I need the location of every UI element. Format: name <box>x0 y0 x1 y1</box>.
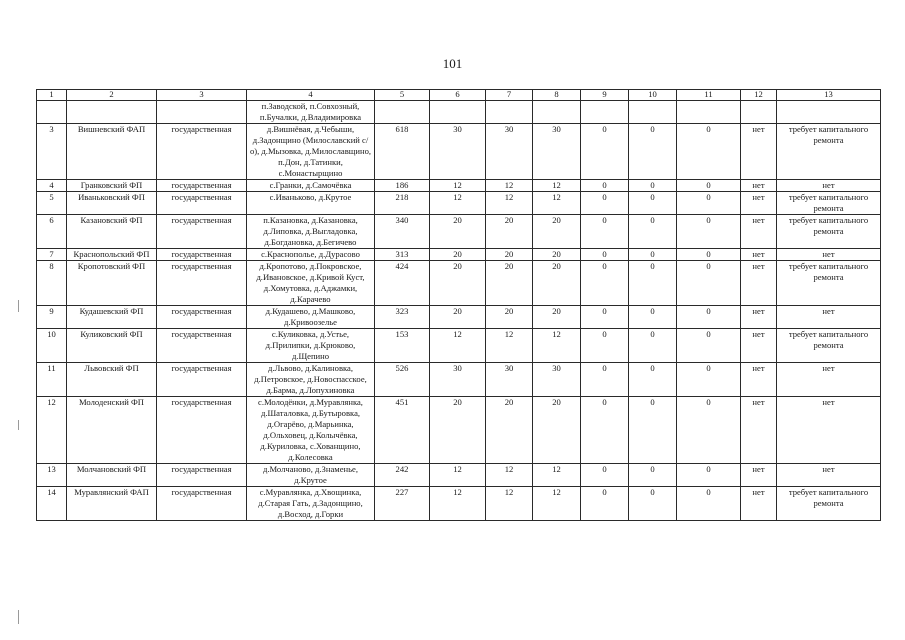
column-number-row <box>37 90 881 101</box>
table-cell-c7: 20 <box>486 215 533 249</box>
table-cell-c9: 0 <box>581 329 629 363</box>
table-cell-c4: д.Кудашево, д.Машково, д.Кривоозелье <box>247 306 375 329</box>
table-cell-c10: 0 <box>629 397 677 464</box>
table-cell-c12: нет <box>741 180 777 192</box>
table-cell-c7: 30 <box>486 124 533 180</box>
table-cell-c2: Кудашевский ФП <box>67 306 157 329</box>
table-row <box>37 397 881 464</box>
table-cell-c2: Краснопольский ФП <box>67 249 157 261</box>
table-cell-c13: нет <box>777 249 881 261</box>
table-cell-c3: государственная <box>157 464 247 487</box>
table-cell-c1: 7 <box>37 249 67 261</box>
table-cell-c13: нет <box>777 363 881 397</box>
table-cell-c4: д.Львово, д.Калиновка, д.Петровское, д.Новоспасское, д.Барма, д.Лопухиновка <box>247 363 375 397</box>
column-header: 2 <box>67 90 157 101</box>
table-cell-c4: д.Кропотово, д.Покровское, д.Ивановское, д.Кривой Куст, д.Хомутовка, д.Аджамки, д.Карачево <box>247 261 375 306</box>
table-cell-c12: нет <box>741 464 777 487</box>
column-header: 9 <box>581 90 629 101</box>
table-cell-c11: 0 <box>677 487 741 521</box>
table-cell-c3: государственная <box>157 329 247 363</box>
table-cell-c12: нет <box>741 215 777 249</box>
table-cell-c1: 12 <box>37 397 67 464</box>
table-row <box>37 329 881 363</box>
table-cell-c3: государственная <box>157 306 247 329</box>
table-cell-c6: 12 <box>430 180 486 192</box>
table-cell-c7: 12 <box>486 180 533 192</box>
table-cell-c11: 0 <box>677 397 741 464</box>
table-cell-c1: 11 <box>37 363 67 397</box>
table-cell-c13: требует капитального ремонта <box>777 124 881 180</box>
table-cell-c1: 14 <box>37 487 67 521</box>
table-cell-c1: 3 <box>37 124 67 180</box>
table-cell-c10: 0 <box>629 180 677 192</box>
table-cell-c10: 0 <box>629 249 677 261</box>
scan-margin-mark <box>18 610 19 624</box>
table-cell-c9: 0 <box>581 180 629 192</box>
table-cell-c7: 12 <box>486 192 533 215</box>
table-cell-c7: 30 <box>486 363 533 397</box>
table-cell-c10: 0 <box>629 261 677 306</box>
table-cell-c7 <box>486 101 533 124</box>
scan-margin-mark <box>18 300 19 312</box>
column-header: 11 <box>677 90 741 101</box>
table-cell-c3 <box>157 101 247 124</box>
table-cell-c9: 0 <box>581 261 629 306</box>
table-cell-c10: 0 <box>629 363 677 397</box>
table-cell-c2: Молоденский ФП <box>67 397 157 464</box>
table-cell-c5: 424 <box>375 261 430 306</box>
table-cell-c13: требует капитального ремонта <box>777 487 881 521</box>
table-cell-c5: 227 <box>375 487 430 521</box>
table-cell-c9: 0 <box>581 215 629 249</box>
table-cell-c5: 323 <box>375 306 430 329</box>
table-cell-c4: с.Муравлянка, д.Хвощинка, д.Старая Гать, д.Задонщино, д.Восход, д.Горки <box>247 487 375 521</box>
table-cell-c6 <box>430 101 486 124</box>
table-cell-c10: 0 <box>629 464 677 487</box>
table-body <box>37 101 881 521</box>
column-header: 10 <box>629 90 677 101</box>
table-cell-c1: 10 <box>37 329 67 363</box>
table-cell-c11 <box>677 101 741 124</box>
table-cell-c12: нет <box>741 192 777 215</box>
table-cell-c12: нет <box>741 487 777 521</box>
table-cell-c5: 618 <box>375 124 430 180</box>
table-cell-c2: Львовский ФП <box>67 363 157 397</box>
table-cell-c2: Кропотовский ФП <box>67 261 157 306</box>
column-header: 6 <box>430 90 486 101</box>
table-cell-c2: Куликовский ФП <box>67 329 157 363</box>
table-cell-c11: 0 <box>677 306 741 329</box>
table-cell-c2: Муравлянский ФАП <box>67 487 157 521</box>
table-cell-c3: государственная <box>157 261 247 306</box>
table-row <box>37 192 881 215</box>
table-cell-c3: государственная <box>157 124 247 180</box>
table-cell-c1 <box>37 101 67 124</box>
table-cell-c2: Иваньковский ФП <box>67 192 157 215</box>
table-cell-c8: 30 <box>533 124 581 180</box>
column-header: 5 <box>375 90 430 101</box>
table-cell-c9: 0 <box>581 306 629 329</box>
table-cell-c12: нет <box>741 329 777 363</box>
table-cell-c6: 12 <box>430 329 486 363</box>
table-cell-c4: п.Казановка, д.Казановка, д.Липовка, д.Выгладовка, д.Богдановка, д.Бегичево <box>247 215 375 249</box>
table-cell-c10: 0 <box>629 192 677 215</box>
table-cell-c8: 12 <box>533 192 581 215</box>
table-cell-c5: 218 <box>375 192 430 215</box>
table-row <box>37 261 881 306</box>
table-cell-c12: нет <box>741 249 777 261</box>
table-cell-c3: государственная <box>157 363 247 397</box>
table-cell-c10: 0 <box>629 124 677 180</box>
table-cell-c7: 20 <box>486 261 533 306</box>
table-cell-c11: 0 <box>677 464 741 487</box>
table-cell-c11: 0 <box>677 329 741 363</box>
table-cell-c8 <box>533 101 581 124</box>
table-cell-c11: 0 <box>677 124 741 180</box>
table-cell-c13: нет <box>777 180 881 192</box>
table-cell-c6: 12 <box>430 464 486 487</box>
table-cell-c9: 0 <box>581 192 629 215</box>
table-cell-c2: Молчановский ФП <box>67 464 157 487</box>
table-cell-c8: 20 <box>533 215 581 249</box>
table-cell-c11: 0 <box>677 192 741 215</box>
table-cell-c4: с.Молодёнки, д.Муравлянка, д.Шаталовка, д.Бутыровка, д.Огарёво, д.Марьинка, д.Ольховец, д.Колычёвка, д.Куриловка, с.Хованщино, д.Колесовка <box>247 397 375 464</box>
column-header: 1 <box>37 90 67 101</box>
table-cell-c1: 13 <box>37 464 67 487</box>
table-cell-c1: 4 <box>37 180 67 192</box>
table-cell-c10 <box>629 101 677 124</box>
column-header: 3 <box>157 90 247 101</box>
table-cell-c7: 20 <box>486 397 533 464</box>
table-cell-c4: п.Заводской, п.Совхозный, п.Бучалки, д.Владимировка <box>247 101 375 124</box>
table-cell-c4: с.Иваньково, д.Крутое <box>247 192 375 215</box>
table-cell-c4: с.Краснополье, д.Дурасово <box>247 249 375 261</box>
scan-margin-mark <box>18 420 19 430</box>
table-cell-c8: 20 <box>533 261 581 306</box>
table-cell-c8: 12 <box>533 464 581 487</box>
table-cell-c3: государственная <box>157 397 247 464</box>
table-cell-c9: 0 <box>581 397 629 464</box>
table-row <box>37 124 881 180</box>
column-header: 4 <box>247 90 375 101</box>
table-cell-c10: 0 <box>629 487 677 521</box>
table-cell-c6: 20 <box>430 215 486 249</box>
table-cell-c2: Казановский ФП <box>67 215 157 249</box>
table-row <box>37 180 881 192</box>
table-cell-c7: 20 <box>486 249 533 261</box>
table-row <box>37 464 881 487</box>
column-header: 7 <box>486 90 533 101</box>
table-cell-c13: нет <box>777 397 881 464</box>
table-cell-c8: 30 <box>533 363 581 397</box>
table-row <box>37 215 881 249</box>
table-cell-c5: 340 <box>375 215 430 249</box>
column-header: 12 <box>741 90 777 101</box>
table-cell-c5: 153 <box>375 329 430 363</box>
table-cell-c9: 0 <box>581 249 629 261</box>
table-cell-c11: 0 <box>677 249 741 261</box>
facilities-table <box>36 89 881 521</box>
table-row <box>37 101 881 124</box>
table-cell-c5 <box>375 101 430 124</box>
table-cell-c3: государственная <box>157 180 247 192</box>
table-cell-c6: 20 <box>430 306 486 329</box>
table-cell-c13: требует капитального ремонта <box>777 192 881 215</box>
table-cell-c1: 9 <box>37 306 67 329</box>
table-cell-c13: нет <box>777 464 881 487</box>
table-cell-c4: д.Молчаново, д.Знаменье, д.Крутое <box>247 464 375 487</box>
table-cell-c8: 20 <box>533 306 581 329</box>
table-cell-c6: 30 <box>430 124 486 180</box>
table-cell-c8: 12 <box>533 180 581 192</box>
table-cell-c3: государственная <box>157 192 247 215</box>
table-cell-c12 <box>741 101 777 124</box>
table-cell-c10: 0 <box>629 306 677 329</box>
table-cell-c11: 0 <box>677 180 741 192</box>
table-cell-c4: с.Гранки, д.Самочёвка <box>247 180 375 192</box>
table-row <box>37 306 881 329</box>
table-cell-c5: 186 <box>375 180 430 192</box>
table-cell-c9: 0 <box>581 464 629 487</box>
column-header: 8 <box>533 90 581 101</box>
table-cell-c2 <box>67 101 157 124</box>
table-cell-c12: нет <box>741 306 777 329</box>
table-cell-c10: 0 <box>629 329 677 363</box>
table-cell-c5: 451 <box>375 397 430 464</box>
table-cell-c5: 313 <box>375 249 430 261</box>
table-cell-c10: 0 <box>629 215 677 249</box>
table-cell-c2: Гранковский ФП <box>67 180 157 192</box>
table-cell-c13 <box>777 101 881 124</box>
page-number: 101 <box>442 56 463 71</box>
table-cell-c12: нет <box>741 124 777 180</box>
table-cell-c9: 0 <box>581 124 629 180</box>
table-cell-c9: 0 <box>581 487 629 521</box>
table-row <box>37 487 881 521</box>
table-cell-c7: 12 <box>486 487 533 521</box>
table-cell-c1: 5 <box>37 192 67 215</box>
table-cell-c8: 12 <box>533 329 581 363</box>
table-row <box>37 249 881 261</box>
table-cell-c13: требует капитального ремонта <box>777 215 881 249</box>
table-cell-c7: 20 <box>486 306 533 329</box>
table-cell-c8: 20 <box>533 249 581 261</box>
table-cell-c11: 0 <box>677 215 741 249</box>
table-cell-c12: нет <box>741 261 777 306</box>
table-cell-c3: государственная <box>157 487 247 521</box>
table-cell-c6: 12 <box>430 487 486 521</box>
table-cell-c13: требует капитального ремонта <box>777 261 881 306</box>
table-cell-c13: нет <box>777 306 881 329</box>
table-cell-c6: 12 <box>430 192 486 215</box>
table-cell-c6: 20 <box>430 261 486 306</box>
table-cell-c11: 0 <box>677 363 741 397</box>
table-cell-c12: нет <box>741 397 777 464</box>
table-cell-c6: 20 <box>430 249 486 261</box>
table-cell-c6: 20 <box>430 397 486 464</box>
table-cell-c3: государственная <box>157 215 247 249</box>
table-cell-c4: д.Вишнёвая, д.Чебыши, д.Задонщино (Милославский с/о), д.Мызовка, д.Милославщино, п.Дон, д.Татинки, с.Монастырщино <box>247 124 375 180</box>
column-header: 13 <box>777 90 881 101</box>
table-cell-c1: 6 <box>37 215 67 249</box>
table-cell-c11: 0 <box>677 261 741 306</box>
table-cell-c4: с.Куликовка, д.Устье, д.Прилипки, д.Крюково, д.Щепино <box>247 329 375 363</box>
table-cell-c1: 8 <box>37 261 67 306</box>
table-cell-c5: 242 <box>375 464 430 487</box>
table-cell-c7: 12 <box>486 329 533 363</box>
table-cell-c8: 20 <box>533 397 581 464</box>
table-cell-c13: требует капитального ремонта <box>777 329 881 363</box>
table-cell-c7: 12 <box>486 464 533 487</box>
table-row <box>37 363 881 397</box>
table-cell-c6: 30 <box>430 363 486 397</box>
table-cell-c8: 12 <box>533 487 581 521</box>
table-cell-c5: 526 <box>375 363 430 397</box>
table-cell-c3: государственная <box>157 249 247 261</box>
table-cell-c12: нет <box>741 363 777 397</box>
table-cell-c2: Вишневский ФАП <box>67 124 157 180</box>
table-cell-c9: 0 <box>581 363 629 397</box>
table-cell-c9 <box>581 101 629 124</box>
